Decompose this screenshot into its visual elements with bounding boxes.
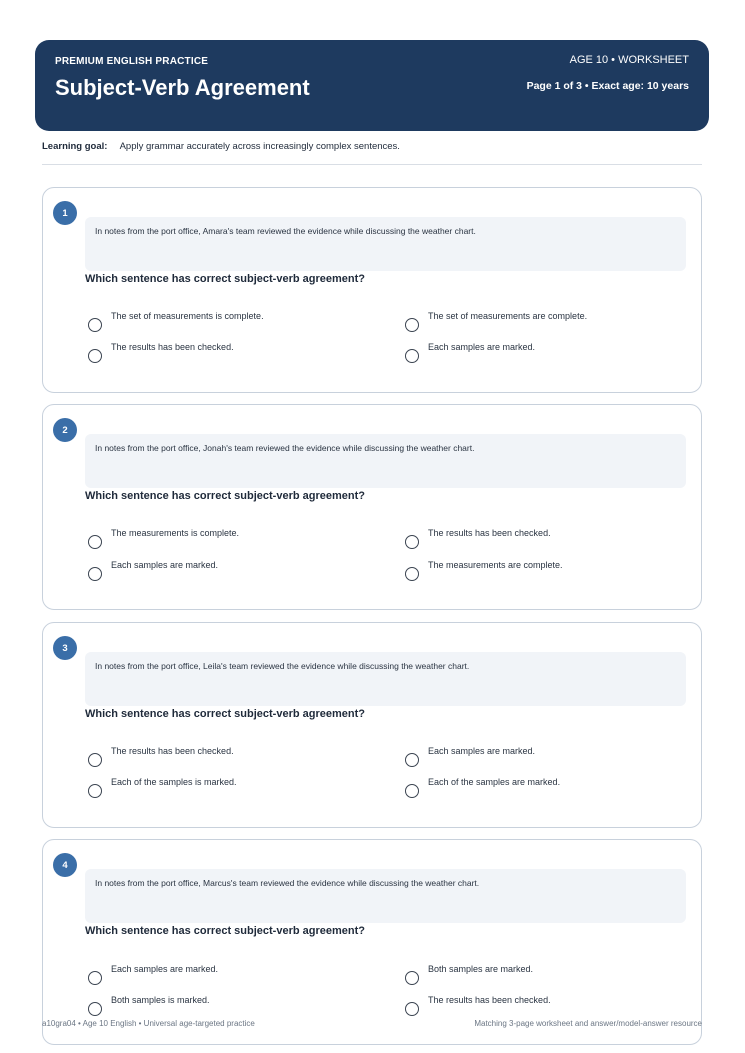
footer-resource-note: Matching 3-page worksheet and answer/model-answer resource xyxy=(474,1019,702,1028)
option-label: Each samples are marked. xyxy=(428,746,536,756)
radio-button[interactable] xyxy=(88,318,102,332)
option-label: The measurements are complete. xyxy=(428,560,563,570)
option-label: The measurements is complete. xyxy=(111,528,240,538)
radio-button[interactable] xyxy=(88,349,102,363)
answer-option[interactable] xyxy=(88,964,218,985)
radio-button[interactable] xyxy=(88,784,102,798)
question-number-badge: 1 xyxy=(53,201,77,225)
option-label: Both samples is marked. xyxy=(111,995,210,1005)
learning-goal xyxy=(42,141,400,152)
radio-button[interactable] xyxy=(405,349,419,363)
answer-option[interactable] xyxy=(88,560,218,581)
radio-button[interactable] xyxy=(405,1002,419,1016)
question-prompt: Which sentence has correct subject-verb agreement? xyxy=(85,490,365,502)
answer-option[interactable] xyxy=(88,746,234,767)
answer-option[interactable] xyxy=(88,528,239,549)
question-prompt: Which sentence has correct subject-verb agreement? xyxy=(85,925,365,937)
radio-button[interactable] xyxy=(88,1002,102,1016)
question-number-badge: 4 xyxy=(53,853,77,877)
option-label: The results has been checked. xyxy=(428,995,551,1005)
answer-option[interactable] xyxy=(88,311,264,332)
learning-goal-label: Learning goal: xyxy=(42,141,108,152)
option-label: The results has been checked. xyxy=(111,746,234,756)
question-card-2 xyxy=(42,404,702,610)
answer-option[interactable] xyxy=(405,311,587,332)
radio-button[interactable] xyxy=(405,784,419,798)
option-label: Each of the samples is marked. xyxy=(111,777,237,787)
radio-button[interactable] xyxy=(88,535,102,549)
option-label: Both samples are marked. xyxy=(428,964,534,974)
divider xyxy=(42,164,702,165)
worksheet-header xyxy=(35,40,709,131)
question-context: In notes from the port office, Marcus's team reviewed the evidence while discussing the weather chart. xyxy=(85,869,686,923)
radio-button[interactable] xyxy=(405,567,419,581)
option-label: The set of measurements is complete. xyxy=(111,311,264,321)
answer-option[interactable] xyxy=(88,342,234,363)
answer-option[interactable] xyxy=(405,746,535,767)
question-context: In notes from the port office, Amara's team reviewed the evidence while discussing the weather chart. xyxy=(85,217,686,271)
radio-button[interactable] xyxy=(405,971,419,985)
option-label: Each samples are marked. xyxy=(111,964,219,974)
radio-button[interactable] xyxy=(88,971,102,985)
answer-option[interactable] xyxy=(405,995,551,1016)
page-info: Page 1 of 3 • Exact age: 10 years xyxy=(526,80,689,92)
question-card-1 xyxy=(42,187,702,393)
radio-button[interactable] xyxy=(88,567,102,581)
option-label: Each samples are marked. xyxy=(111,560,219,570)
option-label: Each samples are marked. xyxy=(428,342,536,352)
footer-code: a10gra04 • Age 10 English • Universal age-targeted practice xyxy=(42,1019,255,1028)
question-context: In notes from the port office, Jonah's team reviewed the evidence while discussing the weather chart. xyxy=(85,434,686,488)
radio-button[interactable] xyxy=(405,318,419,332)
age-worksheet-label: AGE 10 • WORKSHEET xyxy=(569,54,689,66)
page-title: Subject-Verb Agreement xyxy=(55,75,310,100)
answer-option[interactable] xyxy=(405,560,563,581)
question-card-4 xyxy=(42,839,702,1045)
question-prompt: Which sentence has correct subject-verb agreement? xyxy=(85,273,365,285)
question-number-badge: 2 xyxy=(53,418,77,442)
radio-button[interactable] xyxy=(88,753,102,767)
radio-button[interactable] xyxy=(405,535,419,549)
brand-label: PREMIUM ENGLISH PRACTICE xyxy=(55,56,209,67)
option-label: The results has been checked. xyxy=(428,528,551,538)
radio-button[interactable] xyxy=(405,753,419,767)
question-card-3 xyxy=(42,622,702,828)
question-number-badge: 3 xyxy=(53,636,77,660)
answer-option[interactable] xyxy=(405,777,560,798)
option-label: Each of the samples are marked. xyxy=(428,777,561,787)
answer-option[interactable] xyxy=(405,342,535,363)
answer-option[interactable] xyxy=(88,777,237,798)
answer-option[interactable] xyxy=(405,528,551,549)
learning-goal-text: Apply grammar accurately across increasingly complex sentences. xyxy=(119,141,400,152)
answer-option[interactable] xyxy=(88,995,210,1016)
option-label: The results has been checked. xyxy=(111,342,234,352)
option-label: The set of measurements are complete. xyxy=(428,311,588,321)
question-prompt: Which sentence has correct subject-verb agreement? xyxy=(85,708,365,720)
answer-option[interactable] xyxy=(405,964,533,985)
question-context: In notes from the port office, Leila's team reviewed the evidence while discussing the weather chart. xyxy=(85,652,686,706)
